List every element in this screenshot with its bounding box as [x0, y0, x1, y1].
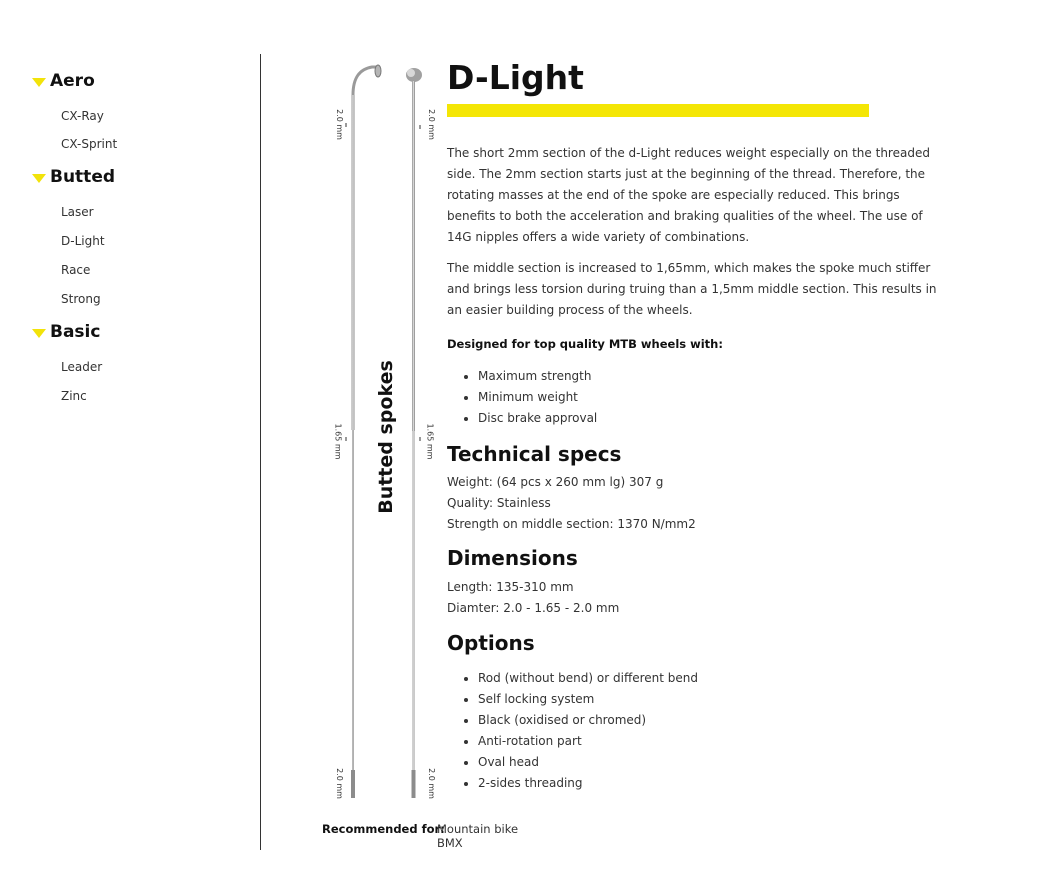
category-label: Butted [50, 167, 116, 187]
list-item: • 2-sides threading [478, 773, 698, 794]
sidebar-item-leader[interactable]: Leader [61, 360, 103, 374]
list-item: • Disc brake approval [478, 408, 597, 429]
sidebar-item-laser[interactable]: Laser [61, 205, 94, 219]
sidebar-item-zinc[interactable]: Zinc [61, 389, 87, 403]
left-bottom-dimension: 2.0 mm [334, 768, 344, 799]
dimensions-heading: Dimensions [447, 546, 578, 570]
recommended-value: BMX [437, 836, 463, 850]
list-item: • Anti-rotation part [478, 731, 698, 752]
spec-weight: Weight: (64 pcs x 260 mm lg) 307 g [447, 475, 664, 489]
options-heading: Options [447, 631, 535, 655]
left-middle-dimension: 1.65 mm [333, 423, 343, 460]
right-top-dimension: 2.0 mm [426, 109, 436, 140]
caret-down-icon [32, 329, 46, 338]
list-item: • Rod (without bend) or different bend [478, 668, 698, 689]
list-item: • Minimum weight [478, 387, 597, 408]
sidebar-item-cx-ray[interactable]: CX-Ray [61, 109, 104, 123]
sidebar-divider [260, 54, 261, 850]
page-title: D-Light [447, 58, 584, 97]
spec-strength: Strength on middle section: 1370 N/mm2 [447, 517, 696, 531]
sidebar-item-strong[interactable]: Strong [61, 292, 101, 306]
category-label: Basic [50, 322, 101, 342]
list-item: • Maximum strength [478, 366, 597, 387]
right-middle-dimension: 1.65 mm [425, 423, 435, 460]
drawing-title: Butted spokes [375, 360, 397, 514]
sidebar-item-d-light[interactable]: D-Light [61, 234, 105, 248]
recommended-value: Mountain bike [437, 822, 519, 836]
caret-down-icon [32, 78, 46, 87]
category-aero[interactable] [32, 71, 95, 91]
left-top-dimension: 2.0 mm [334, 109, 344, 140]
spec-quality: Quality: Stainless [447, 496, 551, 510]
category-basic[interactable] [32, 322, 100, 342]
technical-specs-heading: Technical specs [447, 442, 622, 466]
sidebar-item-race[interactable]: Race [61, 263, 91, 277]
title-underline-bar [447, 104, 869, 117]
category-butted[interactable] [32, 167, 115, 187]
dimension-length: Length: 135-310 mm [447, 580, 574, 594]
designed-for-heading: Designed for top quality MTB wheels with: [447, 337, 723, 351]
category-label: Aero [50, 71, 95, 91]
dimension-diameter: Diamter: 2.0 - 1.65 - 2.0 mm [447, 601, 620, 615]
right-bottom-dimension: 2.0 mm [426, 768, 436, 799]
category-sidebar [0, 0, 261, 880]
description-paragraph-2: The middle section is increased to 1,65mm, which makes the spoke much stiffer and brings less torsion during truing than a 1,5mm middle section. This results in an easier building process of the wheels. [447, 261, 937, 317]
sidebar-item-cx-sprint[interactable]: CX-Sprint [61, 137, 118, 151]
list-item: • Self locking system [478, 689, 698, 710]
recommended-values [437, 822, 518, 850]
options-list [447, 668, 698, 794]
description-paragraph-1: The short 2mm section of the d-Light reduces weight especially on the threaded side. The 2mm section starts just at the beginning of the thread. Therefore, the rotating masses at the end of the spoke are especially reduced. This brings benefits to both the acceleration and braking qualities of the wheel. The use of 14G nipples offers a wide variety of combinations. [447, 146, 930, 244]
caret-down-icon [32, 174, 46, 183]
straight-pull-spoke [406, 68, 422, 798]
list-item: • Black (oxidised or chromed) [478, 710, 698, 731]
list-item: • Oval head [478, 752, 698, 773]
feature-list [447, 366, 597, 429]
recommended-label: Recommended for: [322, 822, 445, 836]
